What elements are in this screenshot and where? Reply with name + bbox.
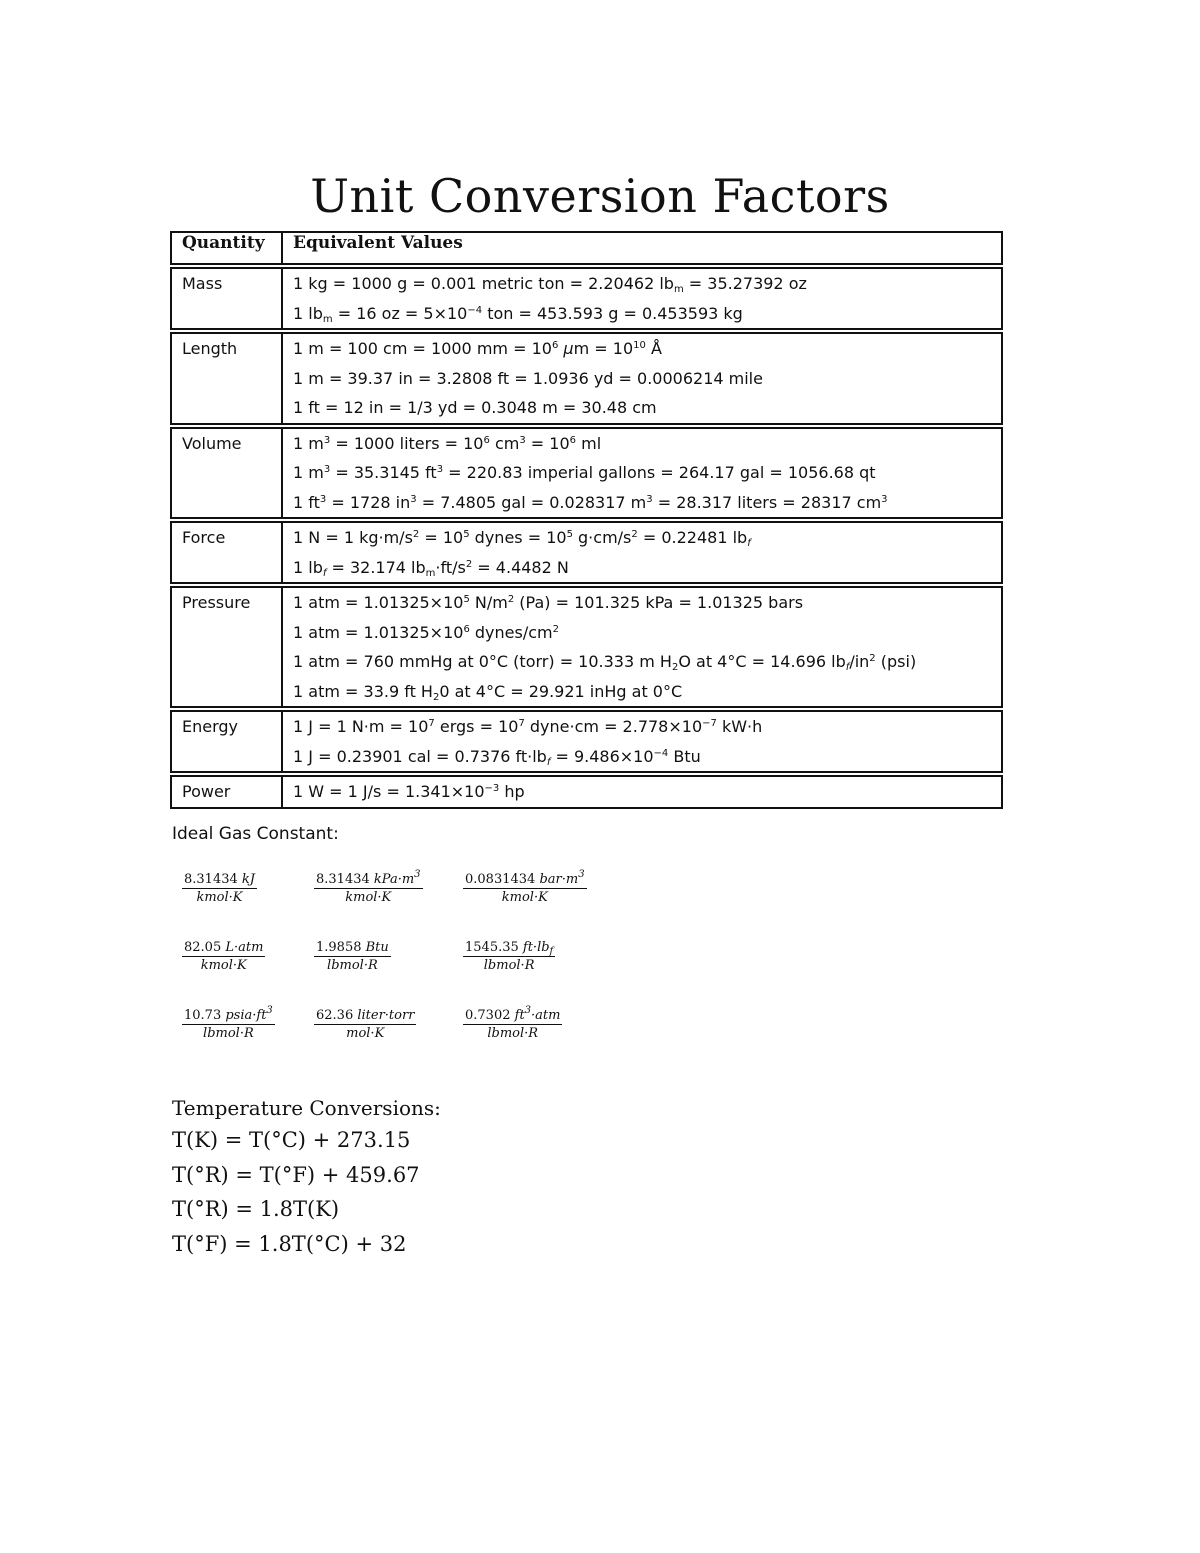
quantity-cell: Power [171, 776, 282, 808]
conversion-table [170, 231, 1003, 809]
temperature-equation: T(K) = T(°C) + 273.15 [172, 1128, 411, 1152]
equivalence-line: 1 atm = 33.9 ft $H_20$ at 4°C = 29.921 inHg at 0°C [293, 681, 683, 703]
quantity-cell: Pressure [171, 587, 282, 707]
quantity-cell: Volume [171, 428, 282, 519]
temperature-equation: T(°R) = T(°F) + 459.67 [172, 1162, 420, 1187]
equivalence-line: 1 m = 100 cm = 1000 mm = $10^6$ $\mu m = 10^{10}$ Å [293, 339, 662, 358]
gas-constant-value: 8.31434 $kPa\cdot m^3$ kmol·K [316, 869, 421, 905]
equivalence-line: 1 $lb_f = 32.174$ $lb_m\cdot ft/s^2 = 4.4482$ N [293, 557, 569, 579]
table-row [171, 711, 1002, 772]
equivalence-line: 1 $lb_m = 16$ oz = $5\times 10^{-4}$ ton = 453.593 g = 0.453593 kg [293, 303, 743, 325]
table-row [171, 522, 1002, 583]
quantity-cell: Length [171, 333, 282, 424]
temperature-title: Temperature Conversions: [172, 1096, 441, 1120]
equivalence-line: 1 N = 1 $kg\cdot m/s^2 = 10^5$ dynes = $10^5$ $g\cdot cm/s^2 = 0.22481$ $lb_f$ [293, 528, 751, 549]
table-body [171, 264, 1002, 808]
gas-constant-value: 0.7302 $ft^3\cdot atm$ lbmol·R [465, 1005, 561, 1041]
table-row [171, 428, 1002, 519]
equivalence-line: 1 J = 1 $N\cdot m = 10^7$ ergs = $10^7$ dyne·cm = $2.778\times 10^{-7}$ kW·h [293, 717, 763, 736]
equivalence-line: 1 $ft^3 = 1728$ $in^3 = 7.4805$ gal = 0.028317 $m^3 = 28.317$ liters = 28317 $cm^3$ [293, 492, 888, 512]
equivalence-line: 1 atm = $1.01325\times 10^5$ $N/m^2$ (Pa) = 101.325 kPa = 1.01325 bars [293, 593, 804, 612]
equivalence-line: 1 m = 39.37 in = 3.2808 ft = 1.0936 yd = 0.0006214 mile [293, 368, 763, 388]
equivalent-values-cell [282, 428, 1002, 519]
equivalent-values-cell [282, 776, 1002, 808]
equivalent-values-cell [282, 522, 1002, 583]
equivalent-values-cell [282, 333, 1002, 424]
gas-constant-value: 10.73 $psia\cdot ft^3$ lbmol·R [184, 1005, 273, 1041]
equivalence-line: 1 W = 1 $J/s = 1.341\times 10^{-3}$ hp [293, 782, 525, 801]
gas-constant-label: Ideal Gas Constant: [172, 824, 339, 844]
temperature-equation: T(°R) = 1.8T(K) [172, 1197, 340, 1221]
equivalent-values-cell [282, 711, 1002, 772]
equivalence-line: 1 $m^3 = 35.3145$ $ft^3 = 220.83$ imperial gallons = 264.17 gal = 1056.68 qt [293, 463, 876, 482]
gas-constant-value: 8.31434 kJ kmol·K [184, 872, 255, 905]
quantity-cell: Energy [171, 711, 282, 772]
gas-constant-value: 0.0831434 $bar\cdot m^3$ kmol·K [465, 869, 585, 905]
table-row [171, 776, 1002, 808]
gas-constant-value: 82.05 L·atm kmol·K [184, 940, 264, 973]
page-title: Unit Conversion Factors [310, 168, 890, 223]
header-quantity: Quantity [171, 232, 282, 264]
equivalent-values-cell [282, 587, 1002, 707]
table-row [171, 333, 1002, 424]
quantity-cell: Force [171, 522, 282, 583]
equivalence-line: 1 kg = 1000 g = 0.001 metric ton = 2.20462 $lb_m = 35.27392$ oz [293, 274, 807, 295]
table-row [171, 587, 1002, 707]
temperature-equation: T(°F) = 1.8T(°C) + 32 [172, 1231, 407, 1256]
equivalent-values-cell [282, 268, 1002, 329]
gas-constant-value: 1545.35 $ft\cdot lb_f$ lbmol·R [465, 940, 554, 973]
quantity-cell: Mass [171, 268, 282, 329]
equivalence-line: 1 $m^3 = 1000$ liters = $10^6$ $cm^3 = 10^6$ ml [293, 433, 602, 453]
equivalence-line: 1 atm = 760 mmHg at 0°C (torr) = 10.333 m $H_2O$ at 4°C = 14.696 $lb_f/in^2$ (psi) [293, 652, 917, 673]
equivalence-line: 1 atm = $1.01325\times 10^6$ dynes/$cm^2$ [293, 622, 559, 642]
gas-constant-value: 62.36 liter·torr mol·K [316, 1008, 415, 1041]
table-header-row [171, 232, 1002, 264]
gas-constant-value: 1.9858 Btu lbmol·R [316, 940, 389, 973]
equivalence-line: 1 J = 0.23901 cal = 0.7376 $ft\cdot lb_f = 9.486\times 10^{-4}$ Btu [293, 746, 701, 768]
table-row [171, 268, 1002, 329]
header-equivalent-values: Equivalent Values [282, 232, 1002, 264]
equivalence-line: 1 ft = 12 in = 1/3 yd = 0.3048 m = 30.48 cm [293, 398, 657, 417]
